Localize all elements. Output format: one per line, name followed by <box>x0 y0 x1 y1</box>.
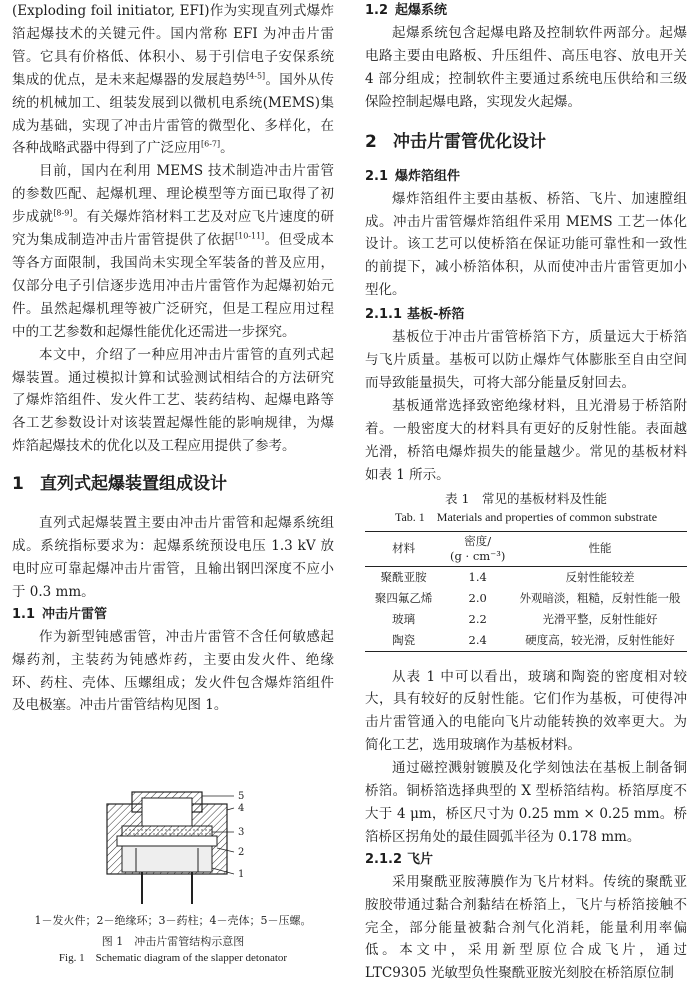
callout-2: 2 <box>238 847 245 858</box>
table-header-property: 性能 <box>513 531 687 566</box>
table-cell: 2.4 <box>442 630 513 652</box>
figure-caption-cn: 图 1 冲击片雷管结构示意图 <box>101 935 245 948</box>
table-cell: 1.4 <box>468 569 487 584</box>
paragraph-flyer: 采用聚酰亚胺薄膜作为飞片材料。传统的聚酰亚胺胶带通过黏合剂黏结在桥箔上，飞片与桥箔接触不完全，部分能量被黏合剂气化消耗，能量利用率偏低。本文中，采用新型原位合成飞片，通过 LTC9305 光敏型负性聚酰亚胺光刻胶在桥箔原位制 <box>365 873 687 982</box>
right-column <box>365 0 687 985</box>
paragraph-efi-intro: (Exploding foil initiator, EFI)作为实现直列式爆炸箔起爆技术的关键元件。国内常称 EFI 为冲击片雷管。它具有价格低、体积小、易于引信电子安保系统集成的优点，是未来起爆器的发展趋势[4-5]。国外从传统的机械加工、组装发展到以微机电系统(MEMS)集成为基础，实现了冲击片雷管的微型化、多样化，在各种战略武器中得到了广泛应用[6-7]。 <box>12 3 335 157</box>
table-cell: 陶瓷 <box>365 630 442 652</box>
figure-legend: 1－发火件；2－绝缘环；3－药柱；4－壳体；5－压螺。 <box>34 914 312 927</box>
section-heading-2-1-1: 2.1.1 基板-桥箔 <box>365 307 465 323</box>
substrate-table <box>365 531 687 652</box>
paragraph-substrate-position: 基板位于冲击片雷管桥箔下方，质量远大于桥箔与飞片质量。基板可以防止爆炸气体膨胀至自由空间而导致能量损失，可将大部分能量反射回去。 <box>365 329 687 391</box>
table-cell: 光滑平整，反射性能好 <box>542 611 658 626</box>
table-cell: 硬度高，较光滑，反射性能好 <box>513 630 687 652</box>
table-cell: 2.2 <box>468 611 487 626</box>
table-row <box>365 630 687 652</box>
paragraph-foil-assembly: 爆炸箔组件主要由基板、桥箔、飞片、加速膛组成。冲击片雷管爆炸箔组件采用 MEMS 工艺一体化设计。该工艺可以使桥箔在保证功能可靠性和一致性的前提下，减小桥箔体积，从而使冲击片雷管更加小型化。 <box>365 190 687 299</box>
table-cell: 聚四氟乙烯 <box>374 590 433 605</box>
table-row <box>365 566 687 588</box>
table-cell: 聚酰亚胺 <box>380 569 427 584</box>
paragraph-this-paper: 本文中，介绍了一种应用冲击片雷管的直列式起爆装置。通过模拟计算和试验测试相结合的方法研究了爆炸箔组件、发火件工艺、装药结构、起爆电路等各工艺参数设计对该装置起爆性能的影响规律，为爆炸箔起爆技术的优化以及工程应用提供了参考。 <box>12 346 334 455</box>
section-heading-2-1: 2.1 爆炸箔组件 <box>365 168 461 184</box>
paragraph-substrate-material: 基板通常选择致密绝缘材料，且光滑易于桥箔附着。一般密度大的材料具有更好的反射性能。表面越光滑，桥箔电爆炸损失的能量越少。常见的基板材料如表 1 所示。 <box>365 397 687 483</box>
callout-5: 5 <box>238 791 245 802</box>
table-cell: 玻璃 <box>392 611 416 626</box>
table-row <box>365 588 687 609</box>
paragraph-table-analysis: 从表 1 中可以看出，玻璃和陶瓷的密度相对较大，具有较好的反射性能。它们作为基板，可使得冲击片雷管通入的电能向飞片动能转换的效率更大。为简化工艺，选用玻璃作为基板材料。 <box>365 668 687 754</box>
insulating-ring <box>117 836 217 846</box>
callout-1: 1 <box>238 869 245 880</box>
table-cell: 反射性能较差 <box>565 569 635 584</box>
paragraph-device-composition: 直列式起爆装置主要由冲击片雷管和起爆系统组成。系统指标要求为：起爆系统预设电压 1.3 kV 放电时应可靠起爆冲击片雷管，且输出钢凹深度不应小于 0.3 mm。 <box>12 515 334 600</box>
section-heading-1-1: 1.1 冲击片雷管 <box>12 606 108 622</box>
callout-3: 3 <box>238 827 245 838</box>
section-heading-2: 2 冲击片雷管优化设计 <box>365 131 546 152</box>
charge-column <box>122 826 212 836</box>
section-heading-1-2: 1.2 起爆系统 <box>365 3 448 18</box>
paragraph-copper-bridge: 通过磁控溅射镀膜及化学刻蚀法在基板上制备铜桥箔。铜桥箔选择典型的 X 型桥箔结构。桥箔厚度不大于 4 μm，桥区尺寸为 0.25 mm × 0.25 mm。桥箔桥区拐角处的最佳圆弧半径为 0.178 mm。 <box>365 760 687 845</box>
table-header-material: 材料 <box>365 531 442 566</box>
table-header-density: 密度/ (g · cm⁻³) <box>442 531 513 566</box>
section-heading-2-1-2: 2.1.2 飞片 <box>365 851 434 867</box>
paragraph-domestic-status: 目前，国内在利用 MEMS 技术制造冲击片雷管的参数匹配、起爆机理、理论模型等方面已取得了初步成就[8-9]。有关爆炸箔材料工艺及对应飞片速度的研究为集成制造冲击片雷管提供了依据[10-11]。但受成本等各方面限制，我国尚未实现全军装备的普及应用，仅部分电子引信逐步选用冲击片雷管作为起爆初始元件。虽然起爆机理等被广泛研究，但是工程应用过程中的工艺参数和起爆性能优化还需进一步探究。 <box>12 163 335 340</box>
table-caption-en: Tab. 1 Materials and properties of common substrate <box>394 509 658 524</box>
table-row <box>365 609 687 630</box>
figure-caption-en: Fig. 1 Schematic diagram of the slapper detonator <box>58 952 288 964</box>
table-cell: 2.0 <box>468 590 487 605</box>
table-cell: 外观暗淡，粗糙，反射性能一般 <box>519 590 681 605</box>
paragraph-initiation-system: 起爆系统包含起爆电路及控制软件两部分。起爆电路主要由电路板、升压组件、高压电容、放电开关 4 部分组成；控制软件主要通过系统电压供给和三级保险控制起爆电路，实现发火起爆。 <box>365 25 687 110</box>
slapper-detonator-diagram <box>12 788 334 906</box>
table-caption-cn: 表 1 常见的基板材料及性能 <box>445 490 607 506</box>
section-heading-1: 1 直列式起爆装置组成设计 <box>12 474 227 495</box>
figure-1 <box>12 788 334 967</box>
callout-4: 4 <box>238 803 245 814</box>
left-column <box>12 0 334 717</box>
paragraph-slapper-detonator: 作为新型钝感雷管，冲击片雷管不含任何敏感起爆药剂，主装药为钝感炸药，主要由发火件、绝缘环、药柱、壳体、压螺组成；发火件包含爆炸箔组件及电极塞。冲击片雷管结构见图 1。 <box>12 628 334 714</box>
